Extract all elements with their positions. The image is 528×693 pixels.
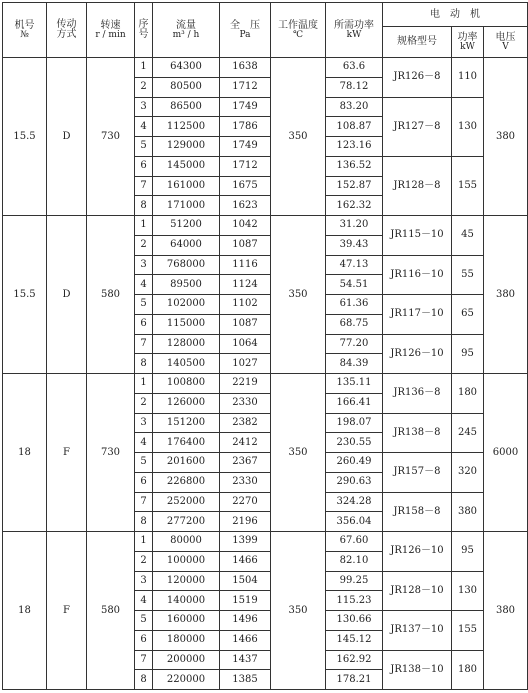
flow-cell: 126000 [153,393,220,413]
motor-power-cell: 55 [452,255,484,295]
pressure-cell: 1623 [220,196,271,216]
seq-cell: 6 [135,156,153,176]
seq-cell: 3 [135,571,153,591]
pressure-cell: 1064 [220,334,271,354]
seq-cell: 1 [135,216,153,236]
power-required-cell: 84.39 [326,354,383,374]
flow-cell: 129000 [153,137,220,157]
power-required-cell: 135.11 [326,374,383,394]
seq-cell: 1 [135,374,153,394]
pressure-cell: 1749 [220,137,271,157]
seq-cell: 3 [135,97,153,117]
flow-cell: 171000 [153,196,220,216]
flow-cell: 115000 [153,314,220,334]
power-required-cell: 136.52 [326,156,383,176]
temp-cell: 350 [271,532,326,690]
flow-cell: 51200 [153,216,220,236]
power-required-cell: 108.87 [326,117,383,137]
pressure-cell: 1519 [220,591,271,611]
flow-cell: 89500 [153,275,220,295]
header-voltage [484,27,528,58]
temp-cell: 350 [271,58,326,216]
header-seq [135,3,153,58]
power-required-cell: 47.13 [326,255,383,275]
seq-cell: 2 [135,235,153,255]
pressure-cell: 1437 [220,650,271,670]
flow-cell: 64000 [153,235,220,255]
pressure-cell: 1466 [220,551,271,571]
seq-cell: 8 [135,512,153,532]
motor-power-cell: 320 [452,453,484,493]
machine-no-cell: 18 [3,532,47,690]
drive-cell: D [47,216,87,374]
flow-cell: 176400 [153,433,220,453]
motor-power-cell: 45 [452,216,484,256]
seq-cell: 1 [135,58,153,78]
pressure-cell: 2330 [220,393,271,413]
machine-no-cell: 18 [3,374,47,532]
pressure-cell: 1027 [220,354,271,374]
seq-cell: 5 [135,295,153,315]
header-speed-label: 转速 [100,19,121,31]
motor-model-cell: JR126－8 [383,58,452,98]
flow-cell: 277200 [153,512,220,532]
seq-cell: 6 [135,472,153,492]
flow-cell: 220000 [153,670,220,690]
seq-cell: 8 [135,670,153,690]
pressure-cell: 1087 [220,314,271,334]
header-temp-label: 工作温度 [278,19,318,31]
power-required-cell: 63.6 [326,58,383,78]
header-motor-power-label: 功率 [457,31,478,43]
voltage-cell: 6000 [484,374,528,532]
motor-model-cell: JR157－8 [383,453,452,493]
drive-cell: D [47,58,87,216]
pressure-cell: 1712 [220,77,271,97]
motor-model-cell: JR126－10 [383,532,452,572]
drive-cell: F [47,532,87,690]
power-required-cell: 115.23 [326,591,383,611]
header-machine-no [3,3,47,58]
pressure-cell: 1116 [220,255,271,275]
seq-cell: 7 [135,334,153,354]
power-required-cell: 67.60 [326,532,383,552]
flow-cell: 86500 [153,97,220,117]
header-drive [47,3,87,58]
pressure-cell: 1087 [220,235,271,255]
machine-no-cell: 15.5 [3,216,47,374]
pressure-cell: 2219 [220,374,271,394]
motor-model-cell: JR116－10 [383,255,452,295]
motor-model-cell: JR117－10 [383,295,452,335]
pressure-cell: 1102 [220,295,271,315]
pressure-cell: 1638 [220,58,271,78]
motor-model-cell: JR138－10 [383,650,452,690]
header-motor: 电 动 机 [383,3,528,27]
pressure-cell: 1712 [220,156,271,176]
flow-cell: 120000 [153,571,220,591]
power-required-cell: 54.51 [326,275,383,295]
seq-cell: 3 [135,413,153,433]
flow-cell: 226800 [153,472,220,492]
power-required-cell: 82.10 [326,551,383,571]
power-required-cell: 61.36 [326,295,383,315]
header-flow [153,3,220,58]
motor-model-cell: JR158－8 [383,492,452,532]
seq-cell: 4 [135,275,153,295]
header-pressure-unit: Pa [239,29,251,40]
power-required-cell: 260.49 [326,453,383,473]
header-pressure [220,3,271,58]
flow-cell: 160000 [153,611,220,631]
seq-cell: 3 [135,255,153,275]
motor-power-cell: 130 [452,571,484,611]
seq-cell: 7 [135,492,153,512]
power-required-cell: 99.25 [326,571,383,591]
table-row [3,374,528,394]
seq-cell: 2 [135,77,153,97]
header-motor-power-unit: kW [460,41,475,52]
temp-cell: 350 [271,216,326,374]
power-required-cell: 230.55 [326,433,383,453]
power-required-cell: 324.28 [326,492,383,512]
flow-cell: 128000 [153,334,220,354]
flow-cell: 100800 [153,374,220,394]
pressure-cell: 2367 [220,453,271,473]
seq-cell: 7 [135,650,153,670]
seq-cell: 6 [135,630,153,650]
flow-cell: 161000 [153,176,220,196]
flow-cell: 64300 [153,58,220,78]
motor-model-cell: JR137－10 [383,611,452,651]
header-drive-label-1: 传动 [56,19,77,30]
motor-power-cell: 180 [452,374,484,414]
power-required-cell: 130.66 [326,611,383,631]
pressure-cell: 2382 [220,413,271,433]
motor-model-cell: JR115－10 [383,216,452,256]
pressure-cell: 1749 [220,97,271,117]
voltage-cell: 380 [484,58,528,216]
header-machine-no-label: 机号 [14,19,35,31]
power-required-cell: 178.21 [326,670,383,690]
power-required-cell: 145.12 [326,630,383,650]
flow-cell: 768000 [153,255,220,275]
seq-cell: 6 [135,314,153,334]
motor-model-cell: JR127－8 [383,97,452,156]
flow-cell: 200000 [153,650,220,670]
speed-cell: 730 [87,374,135,532]
power-required-cell: 77.20 [326,334,383,354]
motor-model-cell: JR126－10 [383,334,452,374]
header-motor-model: 规格型号 [383,27,452,58]
flow-cell: 180000 [153,630,220,650]
motor-power-cell: 130 [452,97,484,156]
header-power-required-unit: kW [346,29,362,40]
pressure-cell: 1496 [220,611,271,631]
speed-cell: 580 [87,216,135,374]
header-machine-no-unit: № [20,29,29,40]
power-required-cell: 166.41 [326,393,383,413]
power-required-cell: 356.04 [326,512,383,532]
seq-cell: 5 [135,137,153,157]
motor-power-cell: 155 [452,611,484,651]
pressure-cell: 2270 [220,492,271,512]
flow-cell: 80000 [153,532,220,552]
motor-model-cell: JR136－8 [383,374,452,414]
flow-cell: 201600 [153,453,220,473]
seq-cell: 5 [135,611,153,631]
machine-no-cell: 15.5 [3,58,47,216]
motor-model-cell: JR128－8 [383,156,452,215]
flow-cell: 145000 [153,156,220,176]
power-required-cell: 162.92 [326,650,383,670]
power-required-cell: 152.87 [326,176,383,196]
pressure-cell: 2330 [220,472,271,492]
seq-cell: 4 [135,117,153,137]
header-drive-label-2: 方式 [56,29,77,40]
header-temp-unit: ℃ [292,29,304,40]
pressure-cell: 1675 [220,176,271,196]
pressure-cell: 2412 [220,433,271,453]
power-required-cell: 68.75 [326,314,383,334]
pressure-cell: 1504 [220,571,271,591]
flow-cell: 140000 [153,591,220,611]
seq-cell: 8 [135,354,153,374]
flow-cell: 80500 [153,77,220,97]
header-voltage-unit: V [502,41,509,52]
header-speed [87,3,135,58]
power-required-cell: 162.32 [326,196,383,216]
table-row [3,216,528,236]
power-required-cell: 78.12 [326,77,383,97]
pressure-cell: 1385 [220,670,271,690]
seq-cell: 7 [135,176,153,196]
drive-cell: F [47,374,87,532]
motor-power-cell: 180 [452,650,484,690]
motor-power-cell: 65 [452,295,484,335]
pressure-cell: 1466 [220,630,271,650]
speed-cell: 580 [87,532,135,690]
seq-cell: 2 [135,551,153,571]
pressure-cell: 1042 [220,216,271,236]
header-seq-label-1: 序 [138,19,149,30]
fan-spec-table [2,2,528,690]
header-temp [271,3,326,58]
motor-power-cell: 95 [452,334,484,374]
flow-cell: 100000 [153,551,220,571]
pressure-cell: 1786 [220,117,271,137]
header-pressure-label: 全 压 [230,19,260,31]
header-flow-label: 流量 [176,19,196,31]
speed-cell: 730 [87,58,135,216]
power-required-cell: 198.07 [326,413,383,433]
header-speed-unit: r / min [95,29,126,40]
pressure-cell: 1399 [220,532,271,552]
header-power-required [326,3,383,58]
seq-cell: 8 [135,196,153,216]
header-motor-power [452,27,484,58]
header-flow-unit: m³ / h [172,29,200,40]
seq-cell: 4 [135,591,153,611]
motor-power-cell: 245 [452,413,484,453]
flow-cell: 151200 [153,413,220,433]
motor-power-cell: 380 [452,492,484,532]
header-voltage-label: 电压 [495,31,516,43]
flow-cell: 252000 [153,492,220,512]
seq-cell: 5 [135,453,153,473]
power-required-cell: 123.16 [326,137,383,157]
motor-power-cell: 95 [452,532,484,572]
voltage-cell: 380 [484,216,528,374]
header-seq-label-2: 号 [138,29,149,40]
flow-cell: 102000 [153,295,220,315]
flow-cell: 140500 [153,354,220,374]
voltage-cell: 380 [484,532,528,690]
seq-cell: 2 [135,393,153,413]
power-required-cell: 31.20 [326,216,383,236]
power-required-cell: 39.43 [326,235,383,255]
header-power-required-label: 所需功率 [334,19,374,31]
table-row [3,532,528,552]
flow-cell: 112500 [153,117,220,137]
motor-model-cell: JR138－8 [383,413,452,453]
power-required-cell: 290.63 [326,472,383,492]
pressure-cell: 1124 [220,275,271,295]
temp-cell: 350 [271,374,326,532]
seq-cell: 1 [135,532,153,552]
pressure-cell: 2196 [220,512,271,532]
motor-power-cell: 155 [452,156,484,215]
motor-model-cell: JR128－10 [383,571,452,611]
table-body [3,58,528,690]
seq-cell: 4 [135,433,153,453]
motor-power-cell: 110 [452,58,484,98]
table-row [3,58,528,78]
power-required-cell: 83.20 [326,97,383,117]
